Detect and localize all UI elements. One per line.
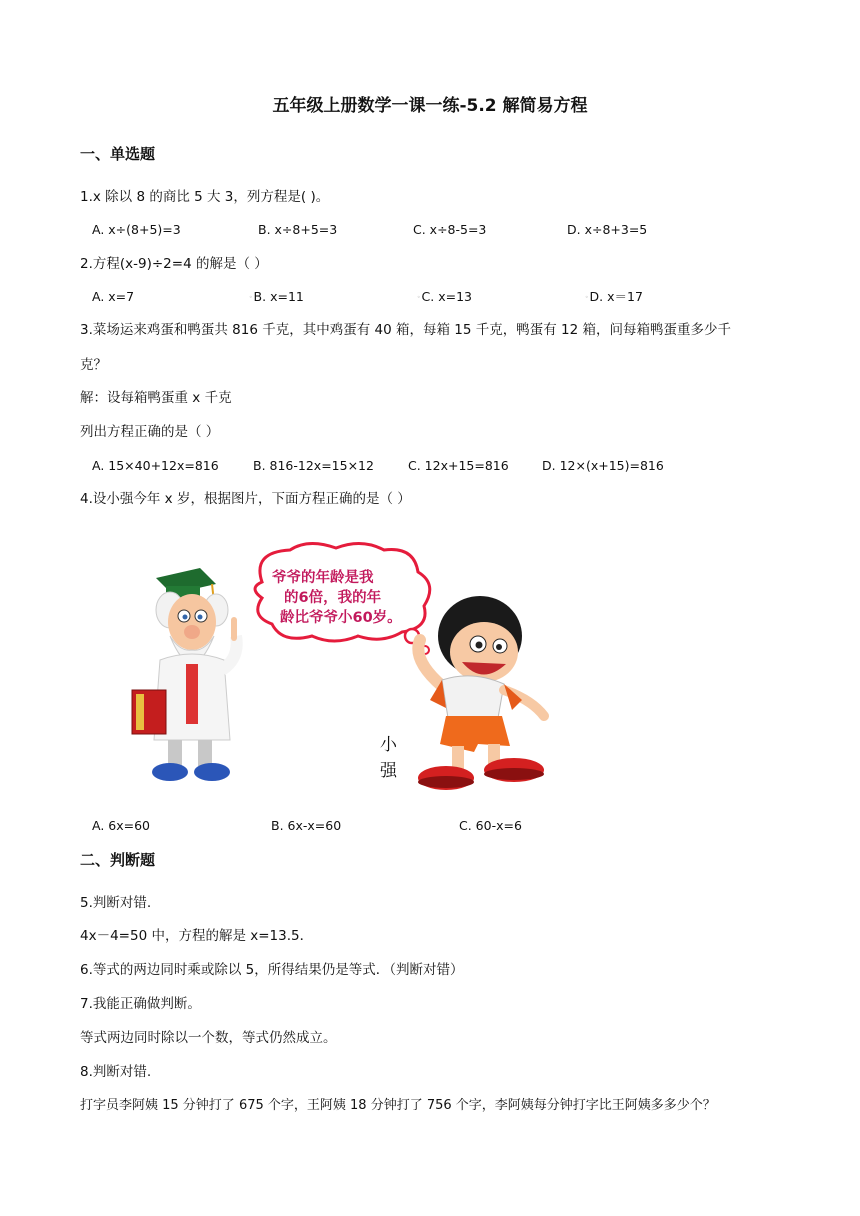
question-3-solve: 解：设每箱鸭蛋重 x 千克	[80, 390, 232, 406]
q1-option-c[interactable]: C. x÷8-5=3	[413, 222, 487, 237]
q1-option-a[interactable]: A. x÷(8+5)=3	[92, 222, 181, 237]
question-8-line2: 打字员李阿姨 15 分钟打了 675 个字，王阿姨 18 分钟打了 756 个字，李阿姨每分钟打字比王阿姨多多少个？	[80, 1098, 716, 1113]
q2-option-d-label: D. x＝17	[589, 289, 643, 304]
q3-option-d[interactable]: D. 12×(x+15)=816	[542, 458, 664, 473]
grandpa-and-xiaoqiang-illustration	[112, 540, 562, 802]
section-heading-single-choice: 一、单选题	[80, 145, 156, 163]
bullet-dot-icon: ◦	[585, 293, 589, 301]
q4-option-c[interactable]: C. 60-x=6	[459, 818, 522, 833]
q1-option-b[interactable]: B. x÷8+5=3	[258, 222, 338, 237]
grandpa-figure	[132, 568, 237, 781]
bubble-line-1: 爷爷的年龄是我	[272, 570, 374, 586]
q2-option-c[interactable]	[417, 288, 472, 307]
question-6-line1: 6.等式的两边同时乘或除以 5，所得结果仍是等式．（判断对错）	[80, 962, 464, 978]
bullet-dot-icon: ◦	[249, 293, 253, 301]
bubble-line-3: 龄比爷爷小60岁。	[280, 610, 402, 626]
section-heading-true-false: 二、判断题	[80, 851, 156, 869]
q3-option-a[interactable]: A. 15×40+12x=816	[92, 458, 219, 473]
question-3-stem-line1: 3.菜场运来鸡蛋和鸭蛋共 816 千克，其中鸡蛋有 40 箱，每箱 15 千克，鸭蛋有 12 箱，问每箱鸭蛋重多少千	[80, 322, 732, 338]
page-title: 五年级上册数学一课一练-5.2 解简易方程	[272, 96, 588, 116]
question-3-stem-line2: 克？	[80, 357, 107, 373]
q2-option-c-label: C. x=13	[421, 289, 472, 304]
q2-option-d[interactable]	[585, 288, 643, 307]
q3-option-b[interactable]: B. 816-12x=15×12	[253, 458, 374, 473]
bullet-dot-icon: ◦	[417, 293, 421, 301]
question-1-stem: 1.x 除以 8 的商比 5 大 3，列方程是( )。	[80, 189, 330, 205]
question-8-line1: 8.判断对错.	[80, 1064, 152, 1080]
thought-bubble	[255, 543, 430, 654]
q3-option-c[interactable]: C. 12x+15=816	[408, 458, 509, 473]
boy-name-label-2: 强	[380, 761, 397, 781]
q2-option-a[interactable]: A. x=7	[92, 289, 135, 304]
question-4-stem: 4.设小强今年 x 岁，根据图片，下面方程正确的是（ ）	[80, 491, 411, 507]
illustration-svg	[112, 540, 562, 802]
question-7-line2: 等式两边同时除以一个数，等式仍然成立。	[80, 1030, 337, 1046]
q4-option-b[interactable]: B. 6x-x=60	[271, 818, 342, 833]
question-5-line1: 5.判断对错.	[80, 895, 152, 911]
q2-option-b-label: B. x=11	[253, 289, 304, 304]
q2-option-b[interactable]	[249, 288, 304, 307]
q1-option-d[interactable]: D. x÷8+3=5	[567, 222, 648, 237]
bubble-line-2: 的6倍，我的年	[284, 590, 382, 606]
boy-name-label-1: 小	[380, 735, 397, 755]
boy-figure	[418, 596, 544, 790]
question-5-line2: 4x－4=50 中，方程的解是 x=13.5．	[80, 928, 314, 944]
question-7-line1: 7.我能正确做判断。	[80, 996, 201, 1012]
question-2-stem: 2.方程(x-9)÷2=4 的解是（ ）	[80, 256, 268, 272]
q4-option-a[interactable]: A. 6x=60	[92, 818, 151, 833]
question-3-ask: 列出方程正确的是（ ）	[80, 424, 220, 440]
